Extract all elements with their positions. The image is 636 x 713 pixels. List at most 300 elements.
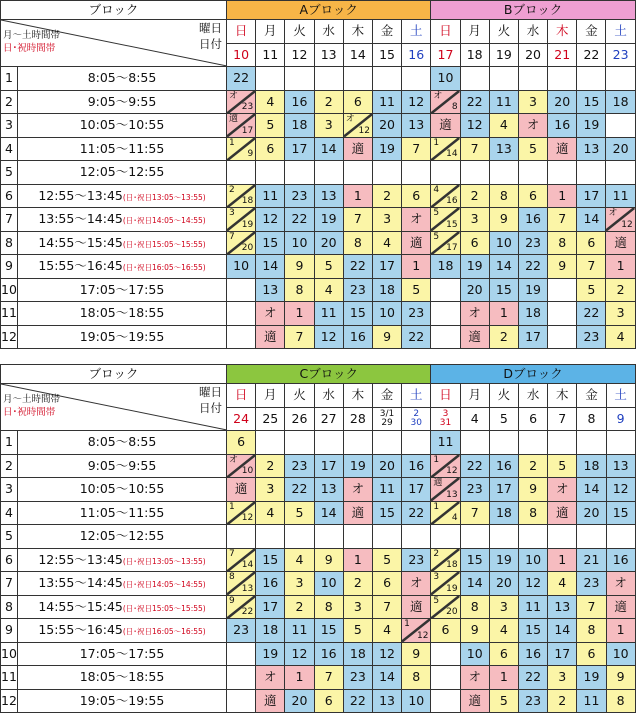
cell-value: 9: [383, 328, 392, 344]
cell-value: 16: [262, 575, 279, 590]
schedule-cell: [256, 619, 285, 643]
date-cell: [256, 407, 285, 431]
time-range: 12:05～12:55: [79, 164, 165, 179]
cell-value: 22: [408, 328, 425, 344]
cell-value: 7: [412, 140, 421, 156]
schedule-row: [1, 501, 636, 525]
period-number: 11: [1, 666, 18, 690]
weekday-cell: 月: [460, 384, 489, 408]
cell-value: 5: [295, 504, 304, 520]
cell-value: 12: [379, 645, 395, 661]
holiday-time-range: (日･祝日15:05～15:55): [122, 239, 206, 249]
holiday-time-range: (日･祝日16:05～16:55): [122, 627, 206, 636]
cell-top-value: オ: [345, 114, 355, 124]
cell-value: 17: [554, 645, 571, 661]
schedule-cell: [343, 325, 372, 349]
schedule-cell: [343, 454, 372, 478]
schedule-cell: [489, 548, 518, 572]
schedule-cell: [489, 278, 518, 302]
schedule-cell: [606, 137, 635, 161]
time-range: 12:55～13:45: [38, 187, 123, 203]
schedule-cell: [577, 501, 606, 525]
header-axis-cell: [1, 384, 227, 431]
schedule-cell: [402, 595, 431, 619]
schedule-cell: [314, 572, 343, 596]
cell-top-value: 1: [433, 501, 440, 512]
schedule-cell: [606, 161, 635, 185]
schedule-row: [1, 325, 636, 349]
cell-value: 17: [379, 258, 395, 273]
schedule-cell: [285, 302, 314, 326]
cell-top-value: 9: [229, 595, 235, 606]
schedule-cell: [314, 231, 343, 255]
schedule-cell: [343, 278, 372, 302]
period-number: 4: [1, 137, 18, 161]
time-range: 17:05～17:55: [79, 645, 165, 661]
schedule-row: [1, 278, 636, 302]
date-value: 14: [349, 46, 366, 62]
schedule-cell: [460, 114, 489, 138]
schedule-cell: [285, 231, 314, 255]
schedule-cell: [227, 302, 256, 326]
time-range: 9:05～9:55: [87, 93, 157, 109]
schedule-cell: [548, 595, 577, 619]
date-cell: [548, 407, 577, 431]
date-value: 4: [470, 410, 479, 426]
time-range: 10:05～10:55: [79, 117, 165, 132]
schedule-cell: [577, 161, 606, 185]
schedule-cell: [460, 454, 489, 478]
cell-value: 19: [583, 669, 600, 684]
schedule-cell: [431, 454, 460, 478]
schedule-cell: [314, 431, 343, 455]
schedule-cell: [372, 595, 401, 619]
cell-value: 3: [295, 575, 304, 590]
cell-value: 8: [558, 234, 567, 250]
schedule-cell: [460, 478, 489, 502]
schedule-cell: [606, 619, 635, 643]
cell-value: 8: [499, 187, 508, 203]
schedule-cell: [314, 525, 343, 549]
schedule-cell: [548, 278, 577, 302]
cell-value: 10: [320, 575, 337, 590]
schedule-cell: [314, 255, 343, 279]
schedule-cell: [402, 454, 431, 478]
weekday-cell: 日: [431, 384, 460, 408]
weekday-cell: 火: [489, 384, 518, 408]
period-number: 7: [1, 208, 18, 232]
cell-value: 9: [324, 551, 333, 567]
schedule-cell: [343, 642, 372, 666]
date-value: 10: [233, 46, 250, 62]
schedule-cell: [489, 302, 518, 326]
weekday-cell: 火: [285, 20, 314, 44]
cell-bottom-value: 10: [241, 466, 254, 476]
schedule-cell: [460, 161, 489, 185]
schedule-cell: [577, 642, 606, 666]
holiday-range-label: 日･祝時間帯: [3, 43, 56, 54]
schedule-cell: [227, 689, 256, 713]
time-slot: [18, 184, 227, 208]
schedule-cell: [227, 231, 256, 255]
time-slot: [18, 161, 227, 185]
schedule-cell: [372, 231, 401, 255]
weekday-range-label: 月～土時間帯: [3, 30, 61, 41]
cell-value: 15: [525, 622, 542, 637]
date-value: 23: [612, 46, 629, 62]
schedule-cell: [227, 431, 256, 455]
cell-value: 23: [583, 328, 600, 344]
cell-top-value: オ: [433, 90, 443, 101]
cell-value: 7: [470, 504, 479, 520]
cell-value: 適: [555, 140, 569, 156]
cell-value: 17: [495, 481, 512, 496]
cell-value: 4: [558, 575, 567, 590]
schedule-cell: [518, 278, 547, 302]
cell-value: 2: [558, 692, 567, 708]
schedule-cell: [518, 255, 547, 279]
cell-value: 18: [379, 281, 395, 297]
schedule-cell: [489, 255, 518, 279]
weekday-cell: 土: [606, 384, 635, 408]
cell-value: 6: [237, 434, 246, 449]
cell-value: 3: [353, 598, 362, 614]
schedule-cell: [256, 642, 285, 666]
cell-value: 10: [466, 645, 483, 661]
schedule-cell: [489, 231, 518, 255]
schedule-cell: [577, 325, 606, 349]
cell-value: 20: [379, 117, 395, 132]
time-slot: [18, 548, 227, 572]
schedule-cell: [518, 525, 547, 549]
cell-value: 23: [408, 551, 425, 567]
schedule-cell: [256, 595, 285, 619]
period-number: 1: [1, 431, 18, 455]
period-number: 8: [1, 595, 18, 619]
schedule-cell: [460, 572, 489, 596]
schedule-cell: [548, 525, 577, 549]
cell-value: 適: [351, 504, 365, 520]
time-range: 12:05～12:55: [79, 528, 165, 543]
schedule-cell: [372, 184, 401, 208]
schedule-cell: [489, 90, 518, 114]
schedule-cell: [518, 208, 547, 232]
schedule-cell: [460, 302, 489, 326]
weekday-cell: 月: [460, 20, 489, 44]
cell-value: 7: [353, 211, 362, 226]
schedule-cell: [548, 454, 577, 478]
cell-top-value: 1: [433, 454, 440, 465]
cell-value: 12: [612, 481, 629, 496]
cell-value: 1: [353, 187, 362, 203]
cell-top-value: 5: [433, 208, 440, 218]
cell-value: 23: [291, 187, 308, 203]
time-range: 8:05～8:55: [87, 70, 157, 85]
holiday-time-range: (日･祝日14:05～14:55): [122, 580, 206, 589]
schedule-cell: [256, 208, 285, 232]
cell-value: 7: [587, 598, 596, 614]
cell-value: 19: [495, 551, 512, 567]
schedule-cell: [402, 231, 431, 255]
holiday-time-range: (日･祝日14:05～14:55): [122, 216, 206, 225]
date-cell: [577, 407, 606, 431]
cell-value: オ: [468, 669, 481, 684]
cell-value: 18: [349, 645, 366, 661]
cell-value: 9: [529, 481, 538, 496]
cell-value: 1: [616, 258, 625, 273]
weekday-cell: 木: [343, 20, 372, 44]
cell-top-value: 7: [229, 231, 235, 242]
schedule-cell: [518, 431, 547, 455]
cell-value: 4: [616, 328, 625, 344]
time-slot: [18, 642, 227, 666]
cell-value: 22: [408, 504, 425, 520]
cell-value: 適: [468, 692, 481, 708]
cell-value: 9: [499, 211, 508, 226]
cell-value: 2: [266, 457, 275, 473]
schedule-cell: [460, 642, 489, 666]
cell-value: 15: [379, 504, 395, 520]
cell-value: オ: [409, 211, 423, 226]
cell-value: 23: [349, 669, 366, 684]
schedule-cell: [285, 208, 314, 232]
schedule-cell: [256, 67, 285, 91]
schedule-cell: [606, 114, 635, 138]
cell-value: 18: [262, 622, 279, 637]
time-slot: [18, 666, 227, 690]
cell-value: 15: [262, 551, 279, 567]
schedule-cell: [285, 501, 314, 525]
cell-value: 10: [233, 258, 250, 273]
cell-top-value: 1: [433, 137, 440, 148]
cell-value: 19: [583, 117, 600, 132]
schedule-cell: [256, 325, 285, 349]
schedule-cell: [606, 595, 635, 619]
time-slot: [18, 231, 227, 255]
schedule-cell: [314, 548, 343, 572]
cell-value: 1: [353, 551, 362, 567]
cell-value: 16: [525, 211, 541, 226]
cell-bottom-value: 14: [241, 560, 254, 570]
schedule-row: [1, 478, 636, 502]
cell-value: 6: [587, 234, 596, 250]
schedule-row: [1, 572, 636, 596]
weekday-cell: 金: [577, 384, 606, 408]
time-range: 19:05～19:55: [79, 328, 165, 344]
weekday-range-label: 月～土時間帯: [3, 394, 61, 405]
schedule-cell: [606, 184, 635, 208]
cell-value: 16: [525, 645, 542, 661]
cell-value: 17: [291, 140, 308, 156]
schedule-cell: [256, 572, 285, 596]
date-value: 21: [554, 46, 571, 62]
schedule-row: [1, 431, 636, 455]
date-cell: [460, 43, 489, 67]
cell-value: 9: [558, 258, 567, 273]
cell-value: 18: [525, 305, 541, 320]
schedule-cell: [372, 525, 401, 549]
cell-value: 5: [353, 622, 362, 637]
cell-value: 16: [349, 328, 366, 344]
schedule-cell: [314, 478, 343, 502]
schedule-cell: [606, 67, 635, 91]
cell-value: 21: [583, 551, 600, 567]
cell-value: 1: [295, 305, 304, 320]
cell-value: 1: [412, 258, 421, 273]
time-slot: [18, 137, 227, 161]
schedule-cell: [518, 478, 547, 502]
cell-value: 6: [587, 645, 596, 661]
schedule-cell: [372, 67, 401, 91]
schedule-cell: [343, 689, 372, 713]
schedule-cell: [402, 642, 431, 666]
cell-value: 22: [466, 457, 483, 473]
schedule-cell: [489, 67, 518, 91]
cell-value: 5: [266, 117, 275, 132]
cell-value: 12: [320, 328, 337, 344]
time-slot: [18, 595, 227, 619]
schedule-cell: [431, 302, 460, 326]
date-value: 2 30: [410, 408, 422, 428]
cell-value: 8: [324, 598, 333, 614]
schedule-cell: [343, 302, 372, 326]
schedule-cell: [431, 501, 460, 525]
cell-value: 7: [587, 258, 596, 273]
cell-top-value: 5: [433, 595, 440, 606]
time-range: 17:05～17:55: [79, 281, 165, 297]
schedule-cell: [314, 137, 343, 161]
cell-bottom-value: 18: [241, 196, 254, 206]
cell-value: 22: [233, 70, 250, 85]
cell-value: 適: [234, 481, 248, 496]
cell-value: 3: [529, 93, 537, 109]
cell-top-value: 1: [229, 137, 235, 148]
date-cell: [518, 43, 547, 67]
schedule-cell: [343, 67, 372, 91]
cell-top-value: 適: [229, 114, 239, 124]
cell-value: 19: [525, 281, 541, 297]
schedule-cell: [285, 619, 314, 643]
cell-value: 18: [437, 258, 454, 273]
schedule-cell: [518, 548, 547, 572]
time-range: 18:05～18:55: [79, 305, 165, 320]
weekday-cell: 火: [489, 20, 518, 44]
weekday-cell: 木: [548, 384, 577, 408]
time-range: 15:55～16:45: [38, 622, 123, 637]
cell-value: 6: [353, 93, 362, 109]
cell-top-value: 2: [433, 548, 440, 559]
cell-value: 17: [525, 328, 541, 344]
cell-value: 23: [291, 457, 308, 473]
schedule-cell: [314, 619, 343, 643]
cell-value: オ: [264, 305, 277, 320]
schedule-cell: [460, 255, 489, 279]
schedule-cell: [343, 431, 372, 455]
schedule-cell: [285, 161, 314, 185]
cell-value: オ: [614, 575, 627, 590]
schedule-cell: [606, 208, 635, 232]
cell-bottom-value: 20: [241, 243, 254, 253]
cell-value: 18: [583, 457, 600, 473]
date-value: 20: [525, 46, 541, 62]
schedule-cell: [548, 137, 577, 161]
cell-value: 13: [320, 187, 337, 203]
schedule-cell: [343, 255, 372, 279]
cell-value: 22: [525, 258, 541, 273]
schedule-cell: [489, 572, 518, 596]
cell-value: 23: [349, 281, 366, 297]
cell-value: 1: [558, 187, 567, 203]
schedule-cell: [402, 137, 431, 161]
cell-value: 12: [525, 575, 542, 590]
schedule-cell: [518, 90, 547, 114]
schedule-cell: [402, 208, 431, 232]
time-slot: [18, 302, 227, 326]
schedule-cell: [256, 161, 285, 185]
weekday-cell: 月: [256, 20, 285, 44]
date-cell: [227, 407, 256, 431]
schedule-cell: [518, 642, 547, 666]
cell-value: 10: [525, 551, 542, 567]
schedule-cell: [489, 666, 518, 690]
time-slot: [18, 325, 227, 349]
period-number: 4: [1, 501, 18, 525]
cell-value: 1: [558, 551, 567, 567]
cell-value: 9: [412, 645, 421, 661]
schedule-cell: [402, 619, 431, 643]
weekday-cell: 日: [227, 384, 256, 408]
date-value: 13: [320, 46, 337, 62]
schedule-cell: [314, 114, 343, 138]
period-number: 10: [1, 642, 18, 666]
period-number: 5: [1, 161, 18, 185]
cell-value: 11: [525, 598, 542, 614]
schedule-cell: [577, 548, 606, 572]
schedule-cell: [518, 137, 547, 161]
time-slot: [18, 208, 227, 232]
schedule-cell: [372, 689, 401, 713]
weekday-cell: 土: [402, 384, 431, 408]
date-value: 3/1 29: [379, 408, 395, 428]
header-axis-cell: [1, 20, 227, 67]
schedule-cell: [606, 255, 635, 279]
schedule-cell: [548, 231, 577, 255]
schedule-cell: [314, 278, 343, 302]
time-range: 9:05～9:55: [87, 457, 157, 473]
cell-bottom-value: 12: [358, 125, 370, 136]
schedule-cell: [314, 67, 343, 91]
cell-top-value: 5: [433, 231, 440, 242]
schedule-cell: [285, 454, 314, 478]
cell-value: 4: [266, 504, 275, 520]
cell-top-value: 8: [229, 572, 235, 582]
date-value: 5: [499, 410, 508, 426]
cell-value: 5: [324, 258, 333, 273]
cell-value: 2: [353, 575, 362, 590]
schedule-cell: [518, 184, 547, 208]
cell-value: 12: [408, 93, 425, 109]
cell-value: オ: [526, 117, 540, 132]
schedule-cell: [606, 642, 635, 666]
schedule-cell: [431, 67, 460, 91]
schedule-cell: [227, 595, 256, 619]
schedule-cell: [489, 501, 518, 525]
cell-value: 2: [324, 93, 333, 109]
period-number: 3: [1, 114, 18, 138]
period-number: 6: [1, 184, 18, 208]
cell-value: 10: [379, 305, 395, 320]
schedule-cell: [431, 208, 460, 232]
